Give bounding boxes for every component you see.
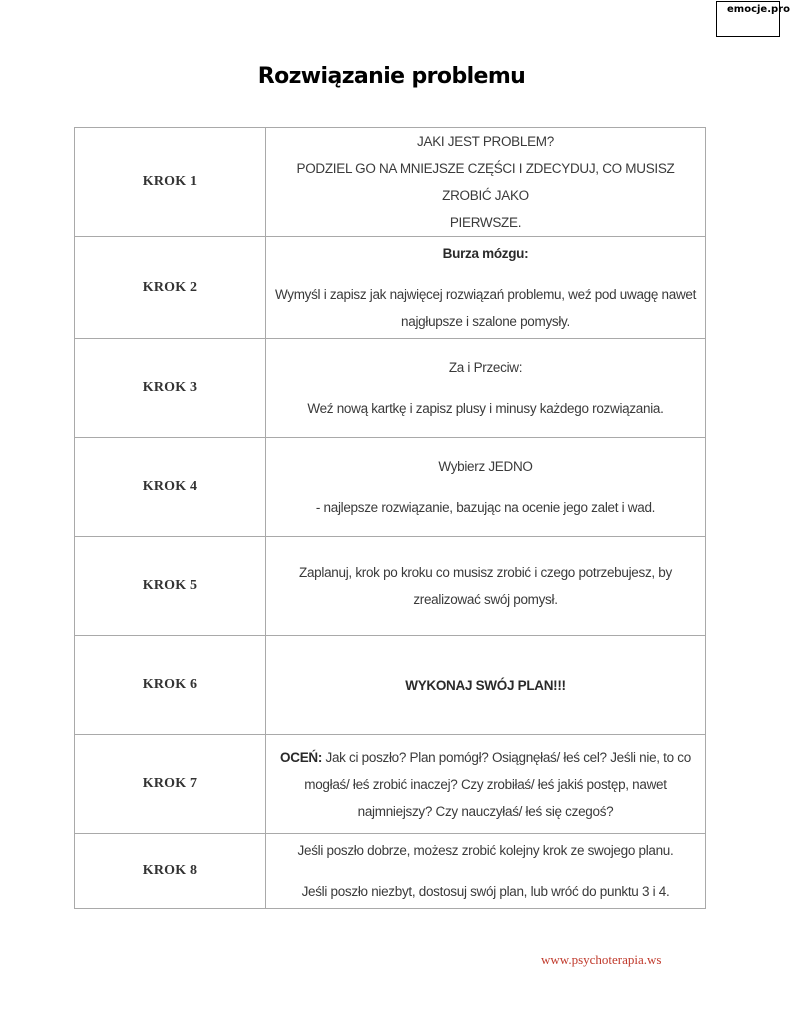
step-label: KROK 2 bbox=[75, 237, 266, 339]
page-title: Rozwiązanie problemu bbox=[257, 64, 526, 89]
step-emphasis: WYKONAJ SWÓJ PLAN!!! bbox=[405, 677, 566, 693]
step-text-line: JAKI JEST PROBLEM? bbox=[417, 134, 554, 149]
step-lead: OCEŃ: bbox=[280, 749, 323, 765]
step-label: KROK 7 bbox=[75, 735, 266, 834]
step-text-line: Jeśli poszło niezbyt, dostosuj swój plan, lub wróć do punktu 3 i 4. bbox=[301, 884, 670, 899]
step-text-line: Weź nową kartkę i zapisz plusy i minusy każdego rozwiązania. bbox=[307, 401, 664, 416]
step-text-line: Wymyśl i zapisz jak najwięcej rozwiązań problemu, weź pod uwagę nawet bbox=[274, 287, 697, 302]
step-description bbox=[266, 438, 706, 537]
table-row-step-1 bbox=[75, 128, 706, 237]
step-label: KROK 8 bbox=[75, 834, 266, 909]
step-description bbox=[266, 128, 706, 237]
step-text-line: mogłaś/ łeś zrobić inaczej? Czy zrobiłaś/ łeś jakiś postęp, nawet bbox=[304, 776, 667, 792]
table-row-step-4 bbox=[75, 438, 706, 537]
step-heading: Za i Przeciw: bbox=[448, 360, 523, 375]
step-label: KROK 5 bbox=[75, 537, 266, 636]
table-row-step-6 bbox=[75, 636, 706, 735]
step-label: KROK 6 bbox=[75, 636, 266, 735]
step-text-line: zrealizować swój pomysł. bbox=[413, 592, 558, 607]
table-row-step-2 bbox=[75, 237, 706, 339]
step-text-line bbox=[274, 744, 697, 771]
step-label: KROK 3 bbox=[75, 339, 266, 438]
table-row-step-8 bbox=[75, 834, 706, 909]
step-heading: Wybierz JEDNO bbox=[438, 459, 533, 474]
step-description bbox=[266, 636, 706, 735]
step-text-line: PODZIEL GO NA MNIEJSZE CZĘŚCI I ZDECYDUJ, CO MUSISZ ZROBIĆ JAKO bbox=[296, 161, 675, 203]
step-text-line: - najlepsze rozwiązanie, bazując na ocenie jego zalet i wad. bbox=[315, 500, 656, 515]
table-row-step-3 bbox=[75, 339, 706, 438]
step-heading: Burza mózgu: bbox=[442, 246, 529, 261]
step-text-line: najgłupsze i szalone pomysły. bbox=[401, 314, 570, 329]
corner-badge: emocje.pro bbox=[716, 1, 780, 37]
table-row-step-5 bbox=[75, 537, 706, 636]
step-description bbox=[266, 537, 706, 636]
step-text-line: Zaplanuj, krok po kroku co musisz zrobić i czego potrzebujesz, by bbox=[299, 565, 672, 580]
step-description bbox=[266, 735, 706, 834]
step-text-line: PIERWSZE. bbox=[449, 215, 522, 230]
step-label: KROK 4 bbox=[75, 438, 266, 537]
step-description bbox=[266, 339, 706, 438]
steps-table bbox=[74, 127, 706, 909]
footer-link[interactable]: www.psychoterapia.ws bbox=[541, 952, 662, 967]
step-text-line: Jeśli poszło dobrze, możesz zrobić kolejny krok ze swojego planu. bbox=[297, 843, 674, 858]
step-description bbox=[266, 834, 706, 909]
step-label: KROK 1 bbox=[75, 128, 266, 237]
step-description bbox=[266, 237, 706, 339]
step-lead-rest: Jak ci poszło? Plan pomógł? Osiągnęłaś/ łeś cel? Jeśli nie, to co bbox=[322, 749, 691, 765]
table-row-step-7 bbox=[75, 735, 706, 834]
step-text-line: najmniejszy? Czy nauczyłaś/ łeś się czegoś? bbox=[357, 803, 614, 819]
